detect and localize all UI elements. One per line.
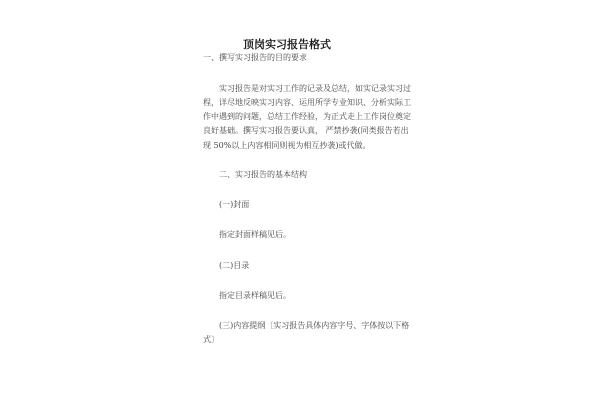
item-heading-outline: (三)内容提纲〔实习报告具体内容字号、字体按以下格 — [219, 321, 410, 330]
paragraph-line: 良好基础。撰写实习报告要认真， 严禁抄袭(同类报告若出 — [203, 126, 409, 135]
item-body-cover: 指定封面样稿见后。 — [219, 230, 291, 239]
paragraph-line: 实习报告是对实习工作的记录及总结，如实记录实习过 — [219, 84, 411, 93]
item-heading-cover: (一)封面 — [219, 200, 250, 209]
section-heading-purpose: 一、撰写实习报告的目的要求 — [203, 53, 307, 62]
section-heading-structure: 二、实习报告的基本结构 — [219, 170, 307, 179]
item-heading-outline-cont: 式〕 — [203, 335, 219, 344]
document-title: 顶岗实习报告格式 — [243, 38, 331, 51]
item-heading-toc: (二)目录 — [219, 261, 250, 270]
paragraph-line: 程，详尽地反映实习内容、运用所学专业知识、分析实际工 — [203, 98, 411, 107]
item-body-toc: 指定目录样稿见后。 — [219, 291, 291, 300]
paragraph-line: 现 50%以上内容相同则视为相互抄袭)或代做。 — [203, 141, 371, 150]
paragraph-line: 作中遇到的问题，总结工作经验，为正式走上工作岗位奠定 — [203, 112, 411, 121]
